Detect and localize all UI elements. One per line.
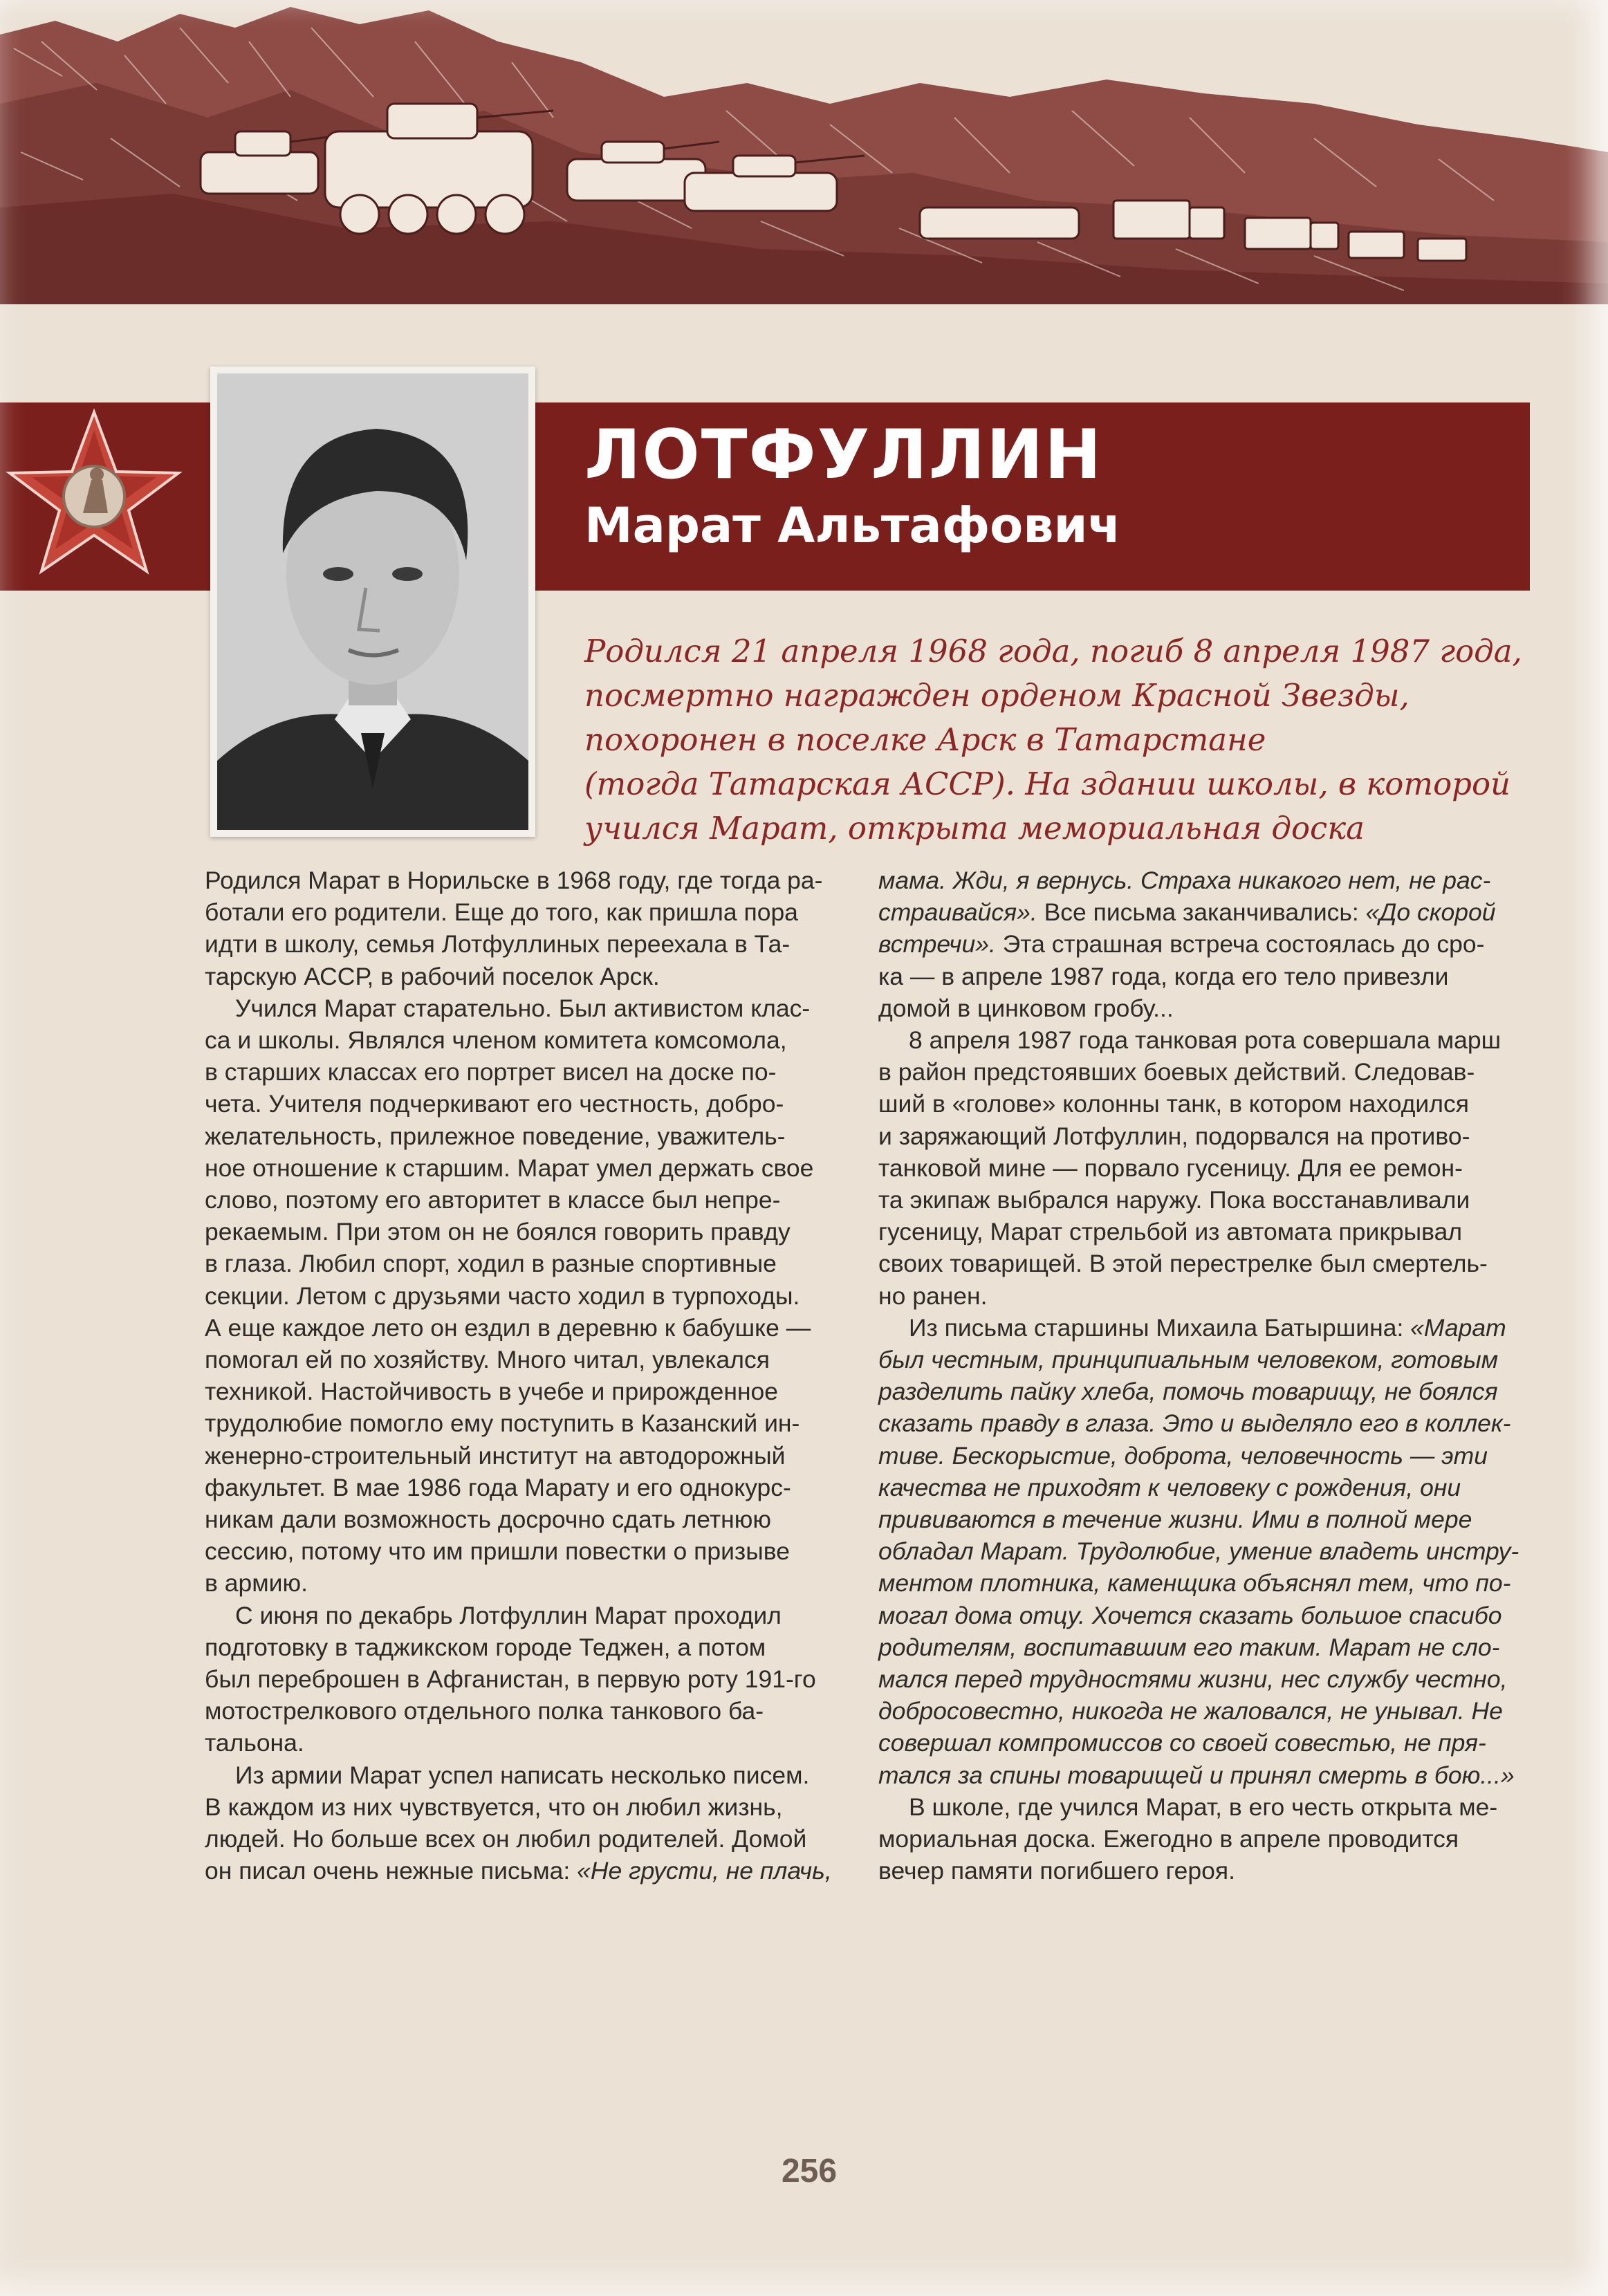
lead-line: учился Марат, открыта мемориальная доска <box>584 810 1365 846</box>
body-line: ший в «голове» колонны танк, в котором находился <box>878 1090 1469 1118</box>
quote-text: качества не приходят к человеку с рождения, они <box>878 1473 1461 1501</box>
portrait-photo <box>210 367 535 837</box>
quote-text: обладал Марат. Трудолюбие, умение владеть инстру- <box>878 1537 1519 1566</box>
quote-text: страивайся». <box>878 898 1037 927</box>
lead-line: (тогда Татарская АССР). На здании школы, в которой <box>584 766 1511 802</box>
body-line: факультет. В мае 1986 года Марату и его однокурс- <box>205 1473 791 1501</box>
body-line: женерно-строительный институт на автодорожный <box>205 1441 786 1470</box>
order-of-red-star-icon <box>0 402 188 591</box>
body-line: В каждом из них чувствуется, что он любил жизнь, <box>205 1793 783 1821</box>
quote-text: ментом плотника, каменщика объяснял тем, что по- <box>878 1569 1511 1598</box>
body-line: мориальная доска. Ежегодно в апреле проводится <box>878 1825 1459 1853</box>
body-line: домой в цинковом гробу... <box>878 994 1174 1022</box>
body-line: мотострелкового отдельного полка танкового ба- <box>205 1697 764 1725</box>
body-line <box>878 1663 1528 1695</box>
lead-paragraph <box>584 629 1522 851</box>
body-line: в район предстоявших боевых действий. Следовав- <box>878 1058 1475 1086</box>
quote-text: «Марат <box>1410 1313 1506 1342</box>
body-line-text: Все письма заканчивались: <box>1037 898 1366 927</box>
body-line: людей. Но больше всех он любил родителей. Домой <box>205 1825 807 1853</box>
quote-text: совершал компромиссов со своей совестью, не пря- <box>878 1729 1486 1757</box>
body-line <box>878 1472 1528 1503</box>
body-line: танковой мине — порвало гусеницу. Для ее ремон- <box>878 1154 1463 1182</box>
body-line-text: Из письма старшины Михаила Батыршина: <box>909 1313 1411 1342</box>
body-line <box>878 1535 1528 1567</box>
body-line <box>878 1312 1528 1344</box>
quote-text: был честным, принципиальным человеком, готовым <box>878 1346 1499 1374</box>
body-line: са и школы. Являлся членом комитета комсомола, <box>205 1026 787 1055</box>
body-line: и заряжающий Лотфуллин, подорвался на противо- <box>878 1122 1470 1150</box>
body-line: та экипаж выбрался наружу. Пока восстанавливали <box>878 1186 1470 1214</box>
quote-text: мался перед трудностями жизни, нес службу честно, <box>878 1665 1508 1694</box>
body-line: техникой. Настойчивость в учебе и прирожденное <box>205 1378 779 1406</box>
hero-surname: ЛОТФУЛЛИН <box>584 416 1103 494</box>
body-line: тальона. <box>205 1729 304 1757</box>
body-line <box>878 1344 1528 1376</box>
quote-text: встречи». <box>878 930 996 959</box>
body-line <box>878 1376 1528 1407</box>
body-line-text: Эта страшная встреча состоялась до сро- <box>995 930 1485 959</box>
body-line: Учился Марат старательно. Был активистом клас- <box>235 994 811 1022</box>
body-line: гусеницу, Марат стрельбой из автомата прикрывал <box>878 1218 1463 1246</box>
body-line: но ранен. <box>878 1281 988 1310</box>
lead-line: посмертно награжден орденом Красной Звезды, <box>584 677 1410 714</box>
quote-text: родителям, воспитавшим его таким. Марат не сло- <box>878 1633 1500 1661</box>
body-line <box>878 1503 1528 1535</box>
hero-given-names: Марат Альтафович <box>584 497 1121 554</box>
body-line <box>205 1855 848 1887</box>
quote-text: разделить пайку хлеба, помочь товарищу, не боялся <box>878 1378 1498 1406</box>
body-line <box>878 1567 1528 1599</box>
body-line: вечер памяти погибшего героя. <box>878 1857 1235 1885</box>
quote-text: сказать правду в глаза. Это и выделяло его в коллек- <box>878 1409 1511 1438</box>
body-line: трудолюбие помогло ему поступить в Казанский ин- <box>205 1409 800 1438</box>
body-line <box>878 1440 1528 1472</box>
quote-text: мама. Жди, я вернусь. Страха никакого нет, не рас- <box>878 867 1491 894</box>
lead-line: Родился 21 апреля 1968 года, погиб 8 апреля 1987 года, <box>584 633 1522 669</box>
body-line: 8 апреля 1987 года танковая рота совершала марш <box>909 1026 1501 1055</box>
body-line: был переброшен в Афганистан, в первую роту 191-го <box>205 1665 816 1694</box>
body-line <box>878 1695 1528 1727</box>
body-line: Родился Марат в Норильске в 1968 году, где тогда ра- <box>205 867 823 894</box>
body-line <box>878 1600 1528 1631</box>
lead-line: похоронен в поселке Арск в Татарстане <box>584 721 1266 758</box>
quote-text: «Не грусти, не плачь, <box>577 1857 832 1885</box>
body-line: подготовку в таджикском городе Теджен, а потом <box>205 1633 766 1661</box>
body-line: тарскую АССР, в рабочий поселок Арск. <box>205 962 660 990</box>
quote-text: могал дома отцу. Хочется сказать большое спасибо <box>878 1601 1502 1629</box>
body-line: ное отношение к старшим. Марат умел держать свое <box>205 1154 814 1182</box>
quote-text: тиве. Бескорыстие, доброта, человечность — эти <box>878 1441 1488 1470</box>
body-line: В школе, где учился Марат, в его честь открыта ме- <box>909 1793 1498 1821</box>
quote-text: тался за спины товарищей и принял смерть в бою...» <box>878 1761 1515 1789</box>
body-line: слово, поэтому его авторитет в классе был непре- <box>205 1186 781 1214</box>
body-line: никам дали возможность досрочно сдать летнюю <box>205 1506 771 1534</box>
body-line <box>878 1631 1528 1663</box>
quote-text: добросовестно, никогда не жаловался, не унывал. Не <box>878 1697 1503 1725</box>
body-column-left <box>205 864 848 1887</box>
body-line: рекаемым. При этом он не боялся говорить правду <box>205 1218 791 1246</box>
body-line <box>878 1759 1528 1791</box>
body-line: в старших классах его портрет висел на доске по- <box>205 1058 777 1086</box>
body-line: помогал ей по хозяйству. Много читал, увлекался <box>205 1346 770 1374</box>
quote-text: «До скорой <box>1365 898 1496 927</box>
body-line: в армию. <box>205 1569 308 1598</box>
body-line: чета. Учителя подчеркивают его честность, добро- <box>205 1090 784 1118</box>
body-line: А еще каждое лето он ездил в деревню к бабушке — <box>205 1313 811 1342</box>
body-line: С июня по декабрь Лотфуллин Марат проходил <box>235 1601 782 1629</box>
body-line: ка — в апреле 1987 года, когда его тело привезли <box>878 962 1449 990</box>
body-column-right <box>878 864 1528 1887</box>
body-line <box>878 928 1528 960</box>
body-line-text: он писал очень нежные письма: <box>205 1857 577 1885</box>
page-number: 256 <box>781 2153 838 2189</box>
body-line: желательность, прилежное поведение, уважитель- <box>205 1122 786 1150</box>
body-line: ботали его родители. Еще до того, как пришла пора <box>205 898 798 927</box>
body-line <box>878 864 1528 896</box>
body-line <box>878 1727 1528 1759</box>
body-line: Из армии Марат успел написать несколько писем. <box>235 1761 810 1789</box>
header-illustration <box>0 0 1608 304</box>
body-line: в глаза. Любил спорт, ходил в разные спортивные <box>205 1250 777 1278</box>
body-line: идти в школу, семья Лотфуллиных переехала в Та- <box>205 930 791 959</box>
body-line: секции. Летом с друзьями часто ходил в турпоходы. <box>205 1281 800 1310</box>
body-line <box>878 896 1528 928</box>
body-line <box>878 1407 1528 1439</box>
quote-text: прививаются в течение жизни. Ими в полной мере <box>878 1506 1472 1534</box>
body-line: сессию, потому что им пришли повестки о призыве <box>205 1537 790 1566</box>
body-line: своих товарищей. В этой перестрелке был смертель- <box>878 1250 1488 1278</box>
